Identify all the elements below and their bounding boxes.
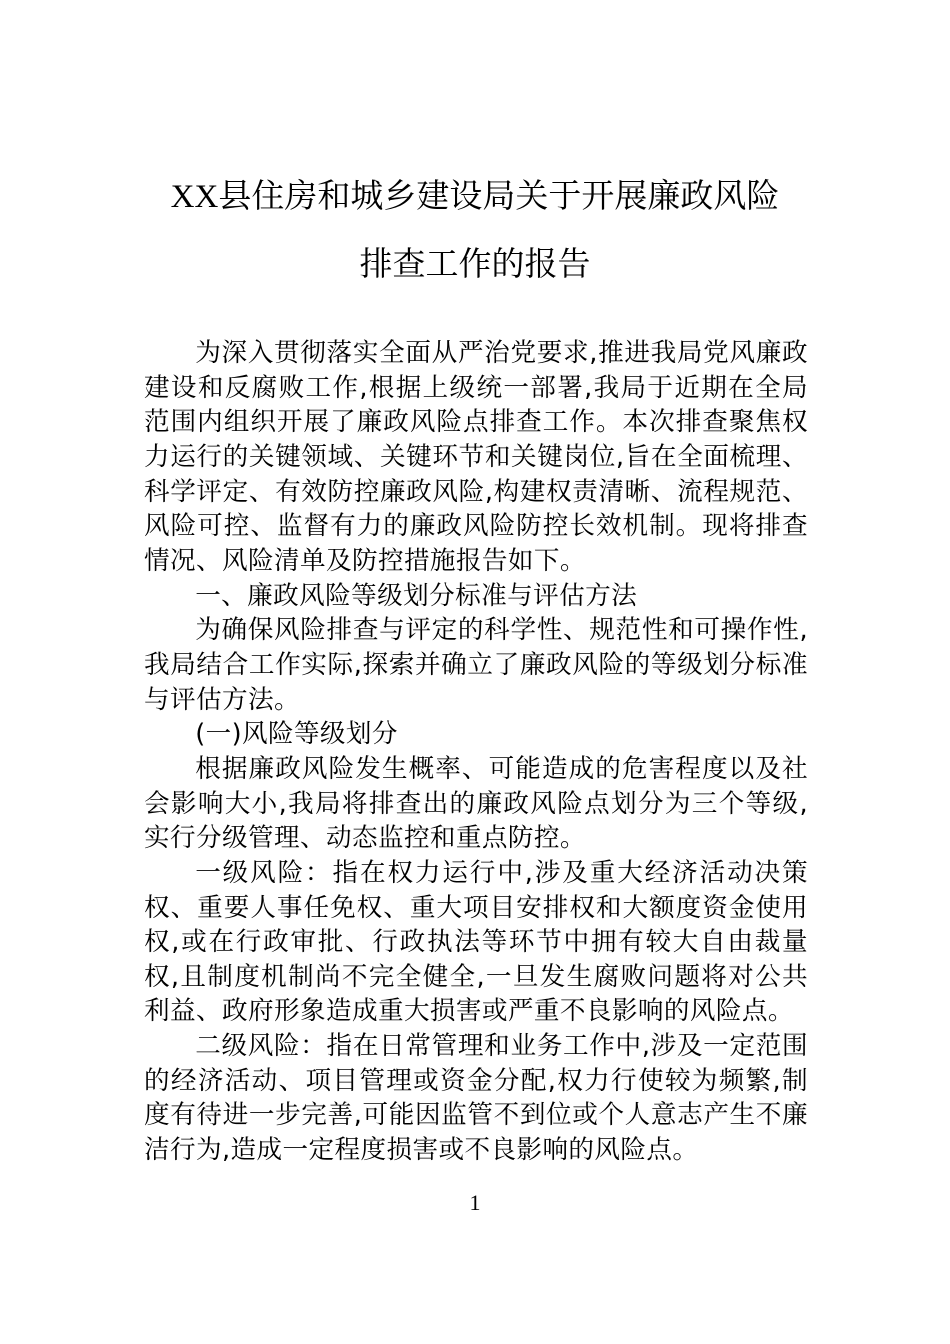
body-paragraph: 根据廉政风险发生概率、可能造成的危害程度以及社会影响大小,我局将排查出的廉政风险点划分为三个等级,实行分级管理、动态监控和重点防控。 [144,753,808,854]
level-1-risk-paragraph: 一级风险：指在权力运行中,涉及重大经济活动决策权、重要人事任免权、重大项目安排权和大额度资金使用权,或在行政审批、行政执法等环节中拥有较大自由裁量权,且制度机制尚不完全健全,一旦发生腐败问题将对公共利益、政府形象造成重大损害或严重不良影响的风险点。 [144,857,808,1027]
body-paragraph: 为确保风险排查与评定的科学性、规范性和可操作性,我局结合工作实际,探索并确立了廉政风险的等级划分标准与评估方法。 [144,615,808,715]
document-body [144,336,808,1168]
level-2-risk-paragraph: 二级风险：指在日常管理和业务工作中,涉及一定范围的经济活动、项目管理或资金分配,权力行使较为频繁,制度有待进一步完善,可能因监管不到位或个人意志产生不廉洁行为,造成一定程度损害或不良影响的风险点。 [144,1031,808,1166]
page-number: 1 [469,1190,481,1215]
section-heading: 一、廉政风险等级划分标准与评估方法 [195,580,638,611]
document-title-line-2: 排查工作的报告 [359,247,591,283]
document-title-line-1: XX县住房和城乡建设局关于开展廉政风险 [170,179,780,215]
subsection-heading: (一)风险等级划分 [195,719,398,750]
intro-paragraph: 为深入贯彻落实全面从严治党要求,推进我局党风廉政建设和反腐败工作,根据上级统一部署,我局于近期在全局范围内组织开展了廉政风险点排查工作。本次排查聚焦权力运行的关键领域、关键环节和关键岗位,旨在全面梳理、科学评定、有效防控廉政风险,构建权责清晰、流程规范、风险可控、监督有力的廉政风险防控长效机制。现将排查情况、风险清单及防控措施报告如下。 [144,338,808,576]
